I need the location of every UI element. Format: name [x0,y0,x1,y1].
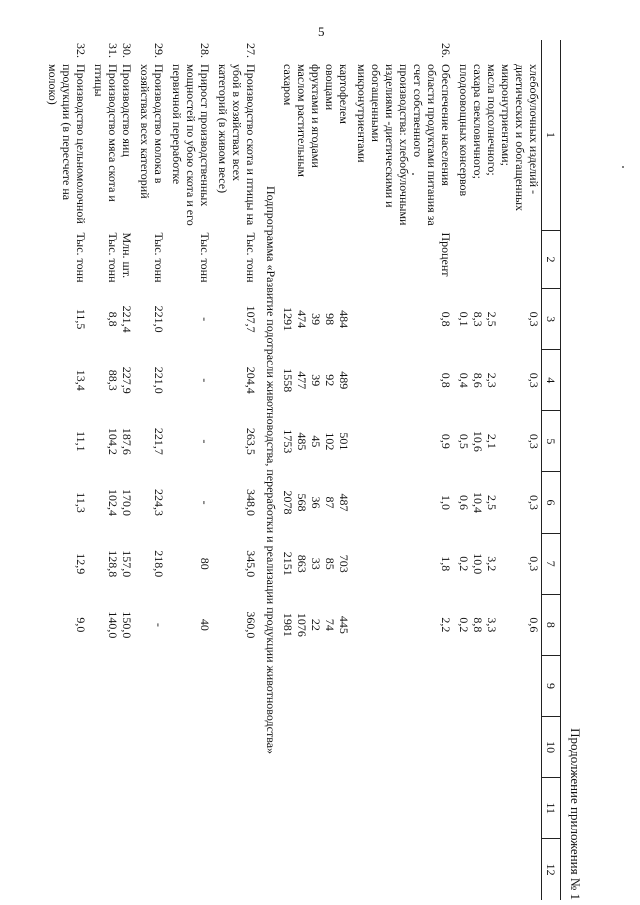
indicator-name: фруктами и ягодами [309,64,323,168]
value-cell [309,778,323,839]
value-cell: 1753 [281,429,295,454]
value-cell: 221,4 [120,305,134,333]
value-cell [471,717,485,778]
value-cell: 11,3 [74,492,88,513]
value-cell: 8,8 [106,311,120,327]
table-row [471,40,485,900]
header-cell: 5 [542,411,561,472]
table-row [457,40,471,900]
scan-speck [622,166,624,168]
value-cell [92,839,120,900]
unit-cell: Тыс. тонн [152,232,166,283]
value-cell: 0,3 [527,311,541,327]
indicator-name: Производство молока в хозяйствах всех категорий [138,64,166,199]
value-cell: 477 [295,371,309,390]
value-cell: 227,9 [120,366,134,394]
row-number: 28. [198,43,212,58]
value-cell [457,717,471,778]
value-cell: 0,8 [439,311,453,327]
value-cell: 157,0 [120,550,134,578]
value-cell [120,655,138,716]
value-cell: 348,0 [244,489,258,517]
table-row [120,40,138,900]
value-cell: 489 [337,371,351,390]
row-number [499,40,542,62]
value-cell [323,778,337,839]
value-cell: 221,0 [152,366,166,394]
value-cell [355,778,457,839]
value-cell: 0,2 [457,617,471,633]
value-cell: 484 [337,310,351,329]
row-number [337,40,355,62]
value-cell: 568 [295,493,309,512]
value-cell: 3,3 [485,617,499,633]
value-cell: 36 [309,496,323,509]
value-cell [92,655,120,716]
table-row [281,40,295,900]
value-cell [457,778,471,839]
value-cell: 1558 [281,368,295,393]
value-cell: - [198,439,212,444]
value-cell: 10,6 [471,430,485,452]
indicator-name: сахаром [281,64,295,106]
indicator-name: хлебобулочных изделий - диетических и обогащенных микронутриентами; [499,64,541,212]
value-cell: 39 [309,313,323,326]
value-cell: 8,3 [471,311,485,327]
value-cell: 345,0 [244,550,258,578]
row-number: 31. [106,43,120,58]
unit-cell: Тыс. тонн [106,232,120,283]
value-cell: 218,0 [152,550,166,578]
indicator-name: Производство яиц [120,64,134,157]
value-cell: 501 [337,432,351,451]
unit-cell: Тыс. тонн [198,232,212,283]
table-row [92,40,120,900]
indicator-name: масла подсолнечного; [485,64,499,176]
unit-cell [281,230,295,288]
value-cell: 1076 [295,612,309,637]
table-header-row [542,40,561,900]
table-row [170,40,216,900]
indicator-name: маслом растительным [295,64,309,177]
value-cell: 0,5 [457,433,471,449]
value-cell: 0,9 [439,433,453,449]
value-cell: 12,9 [74,553,88,575]
unit-cell [485,230,499,288]
indicator-name: овощами [323,64,337,111]
value-cell [46,839,92,900]
value-cell: 221,7 [152,427,166,455]
value-cell: 8,8 [471,617,485,633]
value-cell: 1,0 [439,495,453,511]
row-number [457,40,471,62]
header-cell: 10 [542,717,561,778]
unit-cell: Тыс. тонн [74,232,88,283]
header-cell: 4 [542,350,561,411]
value-cell [138,655,170,716]
value-cell: 474 [295,310,309,329]
value-cell [309,655,323,716]
value-cell [295,839,309,900]
value-cell: 10,0 [471,553,485,575]
value-cell [337,655,355,716]
value-cell: 33 [309,557,323,570]
value-cell: - [198,317,212,322]
indicators-table [46,40,561,900]
table-row [216,40,262,900]
indicator-name: картофелем [337,64,351,124]
value-cell: 2,2 [439,617,453,633]
value-cell: 39 [309,374,323,387]
unit-cell: Тыс. тонн [244,232,258,283]
value-cell: 13,4 [74,369,88,391]
value-cell [281,655,295,716]
value-cell: 2,1 [485,433,499,449]
value-cell: - [198,378,212,383]
value-cell [295,717,309,778]
value-cell: 2,5 [485,311,499,327]
value-cell: 45 [309,435,323,448]
value-cell: 1291 [281,307,295,332]
value-cell: - [198,500,212,505]
indicator-name: плодоовощных консервов [457,64,471,197]
header-cell: 11 [542,778,561,839]
value-cell [337,778,355,839]
row-number [281,40,295,62]
value-cell: 9,0 [74,617,88,633]
header-cell: 3 [542,289,561,350]
value-cell [46,655,92,716]
row-number [295,40,309,62]
value-cell: 0,3 [527,495,541,511]
subprogram-row [262,40,281,900]
row-number: 29. [152,43,166,58]
value-cell: 98 [323,313,337,326]
rotated-table-page [39,40,587,900]
value-cell [499,839,542,900]
header-cell: 9 [542,655,561,716]
unit-cell [499,230,542,288]
indicator-name: Производство цельномолочной продукции (в пересчете на молоко) [46,64,88,224]
unit-cell [295,230,309,288]
value-cell [309,717,323,778]
value-cell: 360,0 [244,611,258,639]
value-cell: 11,1 [74,431,88,452]
value-cell [170,655,216,716]
value-cell: 863 [295,554,309,573]
value-cell [471,655,485,716]
value-cell: 102 [323,432,337,451]
value-cell: 0,6 [527,617,541,633]
value-cell [355,717,457,778]
value-cell [46,778,92,839]
value-cell [138,778,170,839]
value-cell: 11,5 [74,308,88,330]
value-cell [295,778,309,839]
value-cell: 487 [337,493,351,512]
value-cell [499,778,542,839]
table-row [485,40,499,900]
value-cell [138,717,170,778]
indicator-name: Прирост производственных мощностей по убою скота и его первичной переработке [170,64,212,226]
value-cell: 170,0 [120,489,134,517]
value-cell [138,839,170,900]
table-row [323,40,337,900]
value-cell: 8,6 [471,372,485,388]
value-cell: 0,8 [439,372,453,388]
table-row [46,40,92,900]
table-row [355,40,457,900]
unit-cell [309,230,323,288]
table-row [138,40,170,900]
value-cell [295,655,309,716]
value-cell: 88,3 [106,369,120,391]
value-cell [337,717,355,778]
value-cell: 107,7 [244,305,258,333]
value-cell [216,717,262,778]
row-number [323,40,337,62]
value-cell [323,717,337,778]
indicator-name: Производство мяса скота и птицы [92,64,120,202]
value-cell [281,839,295,900]
value-cell: 92 [323,374,337,387]
value-cell [323,839,337,900]
header-cell: 6 [542,472,561,533]
header-cell: 2 [542,230,561,288]
value-cell: 0,6 [457,495,471,511]
value-cell [170,778,216,839]
value-cell: 1,8 [439,556,453,572]
value-cell: 187,6 [120,427,134,455]
value-cell [170,839,216,900]
value-cell [323,655,337,716]
value-cell: 10,4 [471,492,485,514]
value-cell [46,717,92,778]
row-number: 26. [439,43,453,58]
value-cell [471,778,485,839]
value-cell [485,655,499,716]
value-cell: 140,0 [106,611,120,639]
unit-cell: Млн. шт. [120,232,134,279]
value-cell: 1981 [281,612,295,637]
value-cell [120,839,138,900]
value-cell: 703 [337,554,351,573]
value-cell: 263,5 [244,427,258,455]
table-row [295,40,309,900]
indicator-name: сахара свекловичного; [471,64,485,179]
value-cell [281,717,295,778]
value-cell: 2151 [281,551,295,576]
value-cell [92,778,120,839]
unit-cell [457,230,471,288]
value-cell: 445 [337,615,351,634]
value-cell: 102,4 [106,489,120,517]
continuation-label: Продолжение приложения № 1 [568,728,583,900]
value-cell [120,717,138,778]
value-cell: 0,3 [527,556,541,572]
value-cell [355,839,457,900]
value-cell [485,778,499,839]
table-row [337,40,355,900]
page-number: 5 [318,24,325,39]
value-cell: 150,0 [120,611,134,639]
value-cell [471,839,485,900]
value-cell [355,655,457,716]
subprogram-title: Подпрограмма «Развитие подотрасли животноводства, переработки и реализации продукции животноводства» [264,185,278,755]
indicator-name: Обеспечение населения области продуктами питания за счет собственного производства: хлебобулочными изделиями -диетическими и обогащенными микронутриентами [355,64,453,226]
value-cell [499,655,542,716]
value-cell: 0,1 [457,311,471,327]
value-cell: 0,3 [527,372,541,388]
row-number [485,40,499,62]
value-cell: 221,0 [152,305,166,333]
value-cell [216,839,262,900]
row-number: 32. [74,43,88,58]
value-cell [92,717,120,778]
row-number: 30. [120,43,134,58]
unit-cell [471,230,485,288]
value-cell [457,839,471,900]
value-cell: 2,3 [485,372,499,388]
unit-cell: Процент [439,232,453,277]
indicator-name: Производство скота и птицы на убой в хозяйствах всех категорий (в живом весе) [216,64,258,226]
value-cell: 74 [323,618,337,631]
header-cell: 7 [542,533,561,594]
value-cell: 40 [198,618,212,631]
value-cell: 485 [295,432,309,451]
value-cell: 3,2 [485,556,499,572]
value-cell [485,717,499,778]
value-cell [216,778,262,839]
row-number [309,40,323,62]
value-cell: 2,5 [485,495,499,511]
value-cell: 128,8 [106,550,120,578]
value-cell [309,839,323,900]
value-cell: 0,3 [527,433,541,449]
value-cell: 0,4 [457,372,471,388]
value-cell [170,717,216,778]
value-cell: 80 [198,557,212,570]
value-cell [499,717,542,778]
value-cell: - [152,622,166,627]
table-row [309,40,323,900]
value-cell: 204,4 [244,366,258,394]
value-cell [337,839,355,900]
row-number [471,40,485,62]
value-cell: 22 [309,618,323,631]
value-cell: 87 [323,496,337,509]
value-cell [281,778,295,839]
value-cell [457,655,471,716]
header-cell: 12 [542,839,561,900]
value-cell: 104,2 [106,427,120,455]
row-number: 27. [244,43,258,58]
table-row [499,40,542,900]
value-cell [120,778,138,839]
header-cell: 1 [542,40,561,230]
unit-cell [337,230,355,288]
value-cell: 224,3 [152,489,166,517]
value-cell: 2078 [281,490,295,515]
value-cell: 85 [323,557,337,570]
unit-cell [323,230,337,288]
value-cell [216,655,262,716]
value-cell [485,839,499,900]
value-cell: 0,2 [457,556,471,572]
header-cell: 8 [542,594,561,655]
